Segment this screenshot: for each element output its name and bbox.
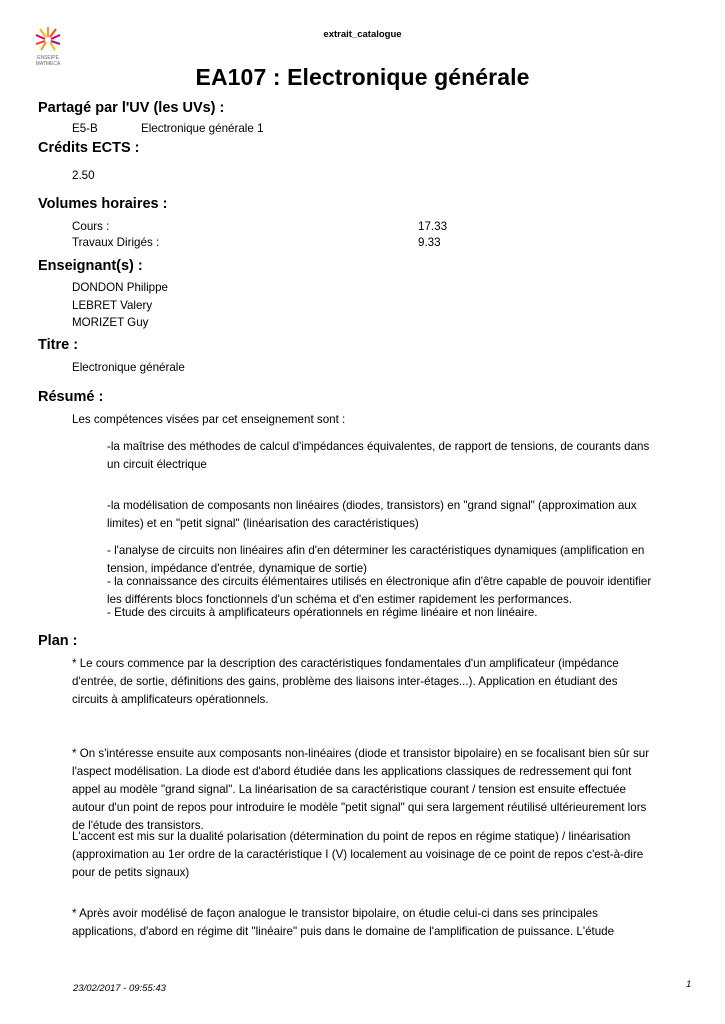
resume-item: -la modélisation de composants non linéaires (diodes, transistors) en "grand signal" (approximation aux limites) et en "petit signal" (linéarisation des caractéristiques) [107,499,637,530]
plan-paragraph: * Après avoir modélisé de façon analogue le transistor bipolaire, on étudie celui-ci dans ses principales applications, d'abord en régime dit "linéaire" puis dans le domaine de l'amplification de puissance. L'étude [72,907,615,938]
uv-code: E5-B [72,122,98,135]
resume-item: - la connaissance des circuits élémentaires utilisés en électronique afin d'être capable de pouvoir identifier les différents blocs fonctionnels d'un schéma et d'en estimer rapidement les performances. [107,575,652,606]
teachers-heading: Enseignant(s) : [38,258,143,274]
teacher-name: DONDON Philippe [72,281,168,294]
uv-heading: Partagé par l'UV (les UVs) : [38,100,225,116]
svg-text:ENSEIPE: ENSEIPE [37,55,59,61]
footer-timestamp: 23/02/2017 - 09:55:43 [73,983,166,994]
hours-value-td: 9.33 [418,236,441,249]
page-number: 1 [686,979,692,990]
course-title: EA107 : Electronique générale [195,64,530,90]
titre-heading: Titre : [38,337,79,353]
ects-heading: Crédits ECTS : [38,140,140,156]
svg-text:MATMECA: MATMECA [35,61,61,67]
header-title: extrait_catalogue [323,29,402,40]
plan-paragraph: * On s'intéresse ensuite aux composants non-linéaires (diode et transistor bipolaire) en se focalisant bien sûr sur l'aspect modélisation. La diode est d'abord étudiée dans les applications classiques de redressement qui font appel au modèle "grand signal". La linéarisation de sa caractéristique courant / tension est ensuite effectuée autour d'un point de repos pour introduire le modèle "petit signal" qui sera largement réutilisé ultérieurement lors de l'étude des transistors. [72,747,650,832]
hours-value-cours: 17.33 [418,220,448,233]
ects-value: 2.50 [72,169,95,182]
resume-heading: Résumé : [38,389,104,405]
resume-item: - l'analyse de circuits non linéaires afin d'en déterminer les caractéristiques dynamiques (amplification en tension, impédance d'entrée, dynamique de sortie) [107,544,645,575]
teacher-name: MORIZET Guy [72,316,149,329]
resume-item: - Etude des circuits à amplificateurs opérationnels en régime linéaire et non linéaire. [107,606,538,619]
resume-item: -la maîtrise des méthodes de calcul d'impédances équivalentes, de rapport de tensions, de courants dans un circuit électrique [107,440,650,471]
hours-label-td: Travaux Dirigés : [72,236,160,249]
resume-intro: Les compétences visées par cet enseignement sont : [72,413,346,426]
teacher-name: LEBRET Valery [72,299,153,312]
sunburst-logo-icon [30,24,66,68]
titre-value: Electronique générale [72,361,185,374]
plan-paragraph: L'accent est mis sur la dualité polarisation (détermination du point de repos en régime statique) / linéarisation (approximation au 1er ordre de la caractéristique I (V) localement au voisinage de ce point de repos c'est-à-dire pour de petits signaux) [72,830,644,879]
plan-heading: Plan : [38,633,78,649]
school-logo [30,24,66,68]
hours-heading: Volumes horaires : [38,196,168,212]
uv-name: Electronique générale 1 [141,122,264,135]
plan-paragraph: * Le cours commence par la description des caractéristiques fondamentales d'un amplificateur (impédance d'entrée, de sortie, définitions des gains, problème des liaisons inter-étages...). Application en étudiant des circuits à amplificateurs opérationnels. [72,657,619,706]
hours-label-cours: Cours : [72,220,110,233]
